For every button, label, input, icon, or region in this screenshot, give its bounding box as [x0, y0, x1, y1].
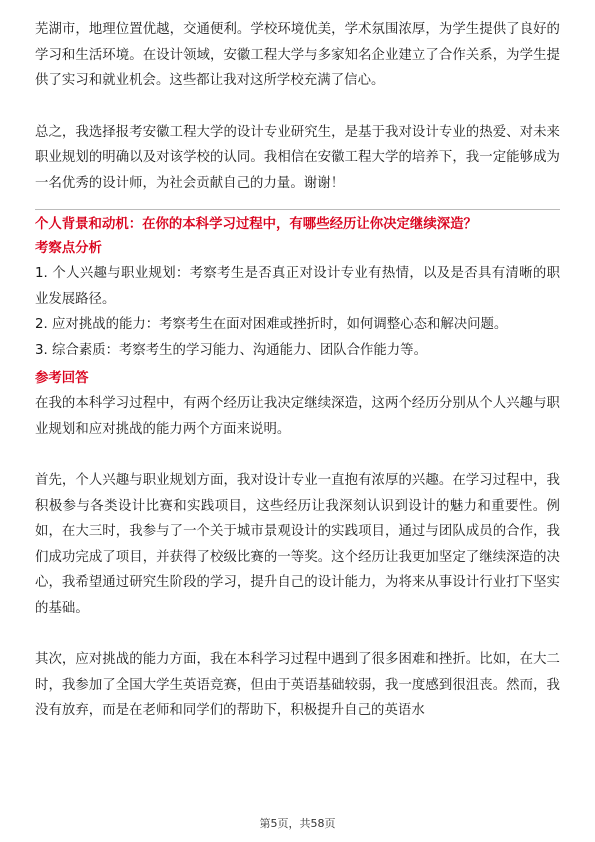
answer-paragraph: 在我的本科学习过程中，有两个经历让我决定继续深造，这两个经历分别从个人兴趣与职业规划和应对挑战的能力两个方面来说明。 — [35, 396, 560, 437]
analysis-heading: 考察点分析 — [35, 241, 102, 256]
interview-question: 个人背景和动机：在你的本科学习过程中，有哪些经历让你决定继续深造？ — [35, 217, 477, 232]
analysis-item: 1. 个人兴趣与职业规划：考察考生是否真正对设计专业有热情，以及是否具有清晰的职业发展路径。 — [35, 266, 560, 307]
analysis-item: 3. 综合素质：考察考生的学习能力、沟通能力、团队合作能力等。 — [35, 342, 427, 358]
answer-paragraph: 其次，应对挑战的能力方面，我在本科学习过程中遇到了很多困难和挫折。比如，在大二时，我参加了全国大学生英语竞赛，但由于英语基础较弱，我一度感到很沮丧。然而，我没有放弃，而是在老师和同学们的帮助下，积极提升自己的英语水 — [35, 652, 560, 718]
paragraph-conclusion: 总之，我选择报考安徽工程大学的设计专业研究生，是基于我对设计专业的热爱、对未来职业规划的明确以及对该学校的认同。我相信在安徽工程大学的培养下，我一定能够成为一名优秀的设计师，为社会贡献自己的力量。谢谢！ — [35, 124, 560, 191]
section-divider — [35, 209, 560, 210]
document-body — [35, 17, 560, 724]
analysis-item: 2. 应对挑战的能力：考察考生在面对困难或挫折时，如何调整心态和解决问题。 — [35, 317, 508, 332]
answer-paragraph: 首先，个人兴趣与职业规划方面，我对设计专业一直抱有浓厚的兴趣。在学习过程中，我积极参与各类设计比赛和实践项目，这些经历让我深刻认识到设计的魅力和重要性。例如，在大三时，我参与了一个关于城市景观设计的实践项目，通过与团队成员的合作，我们成功完成了项目，并获得了校级比赛的一等奖。这个经历让我更加坚定了继续深造的决心，我希望通过研究生阶段的学习，提升自己的设计能力，为将来从事设计行业打下坚实的基础。 — [35, 473, 560, 616]
answer-heading: 参考回答 — [35, 371, 89, 386]
paragraph-gap — [35, 442, 560, 468]
paragraph-gap — [35, 621, 560, 647]
paragraph-school-intro: 芜湖市，地理位置优越，交通便利。学校环境优美，学术氛围浓厚，为学生提供了良好的学习和生活环境。在设计领域，安徽工程大学与多家知名企业建立了合作关系，为学生提供了实习和就业机会。这些都让我对这所学校充满了信心。 — [35, 22, 560, 88]
page-number: 第5页，共58页 — [259, 817, 336, 830]
paragraph-gap — [35, 94, 560, 120]
